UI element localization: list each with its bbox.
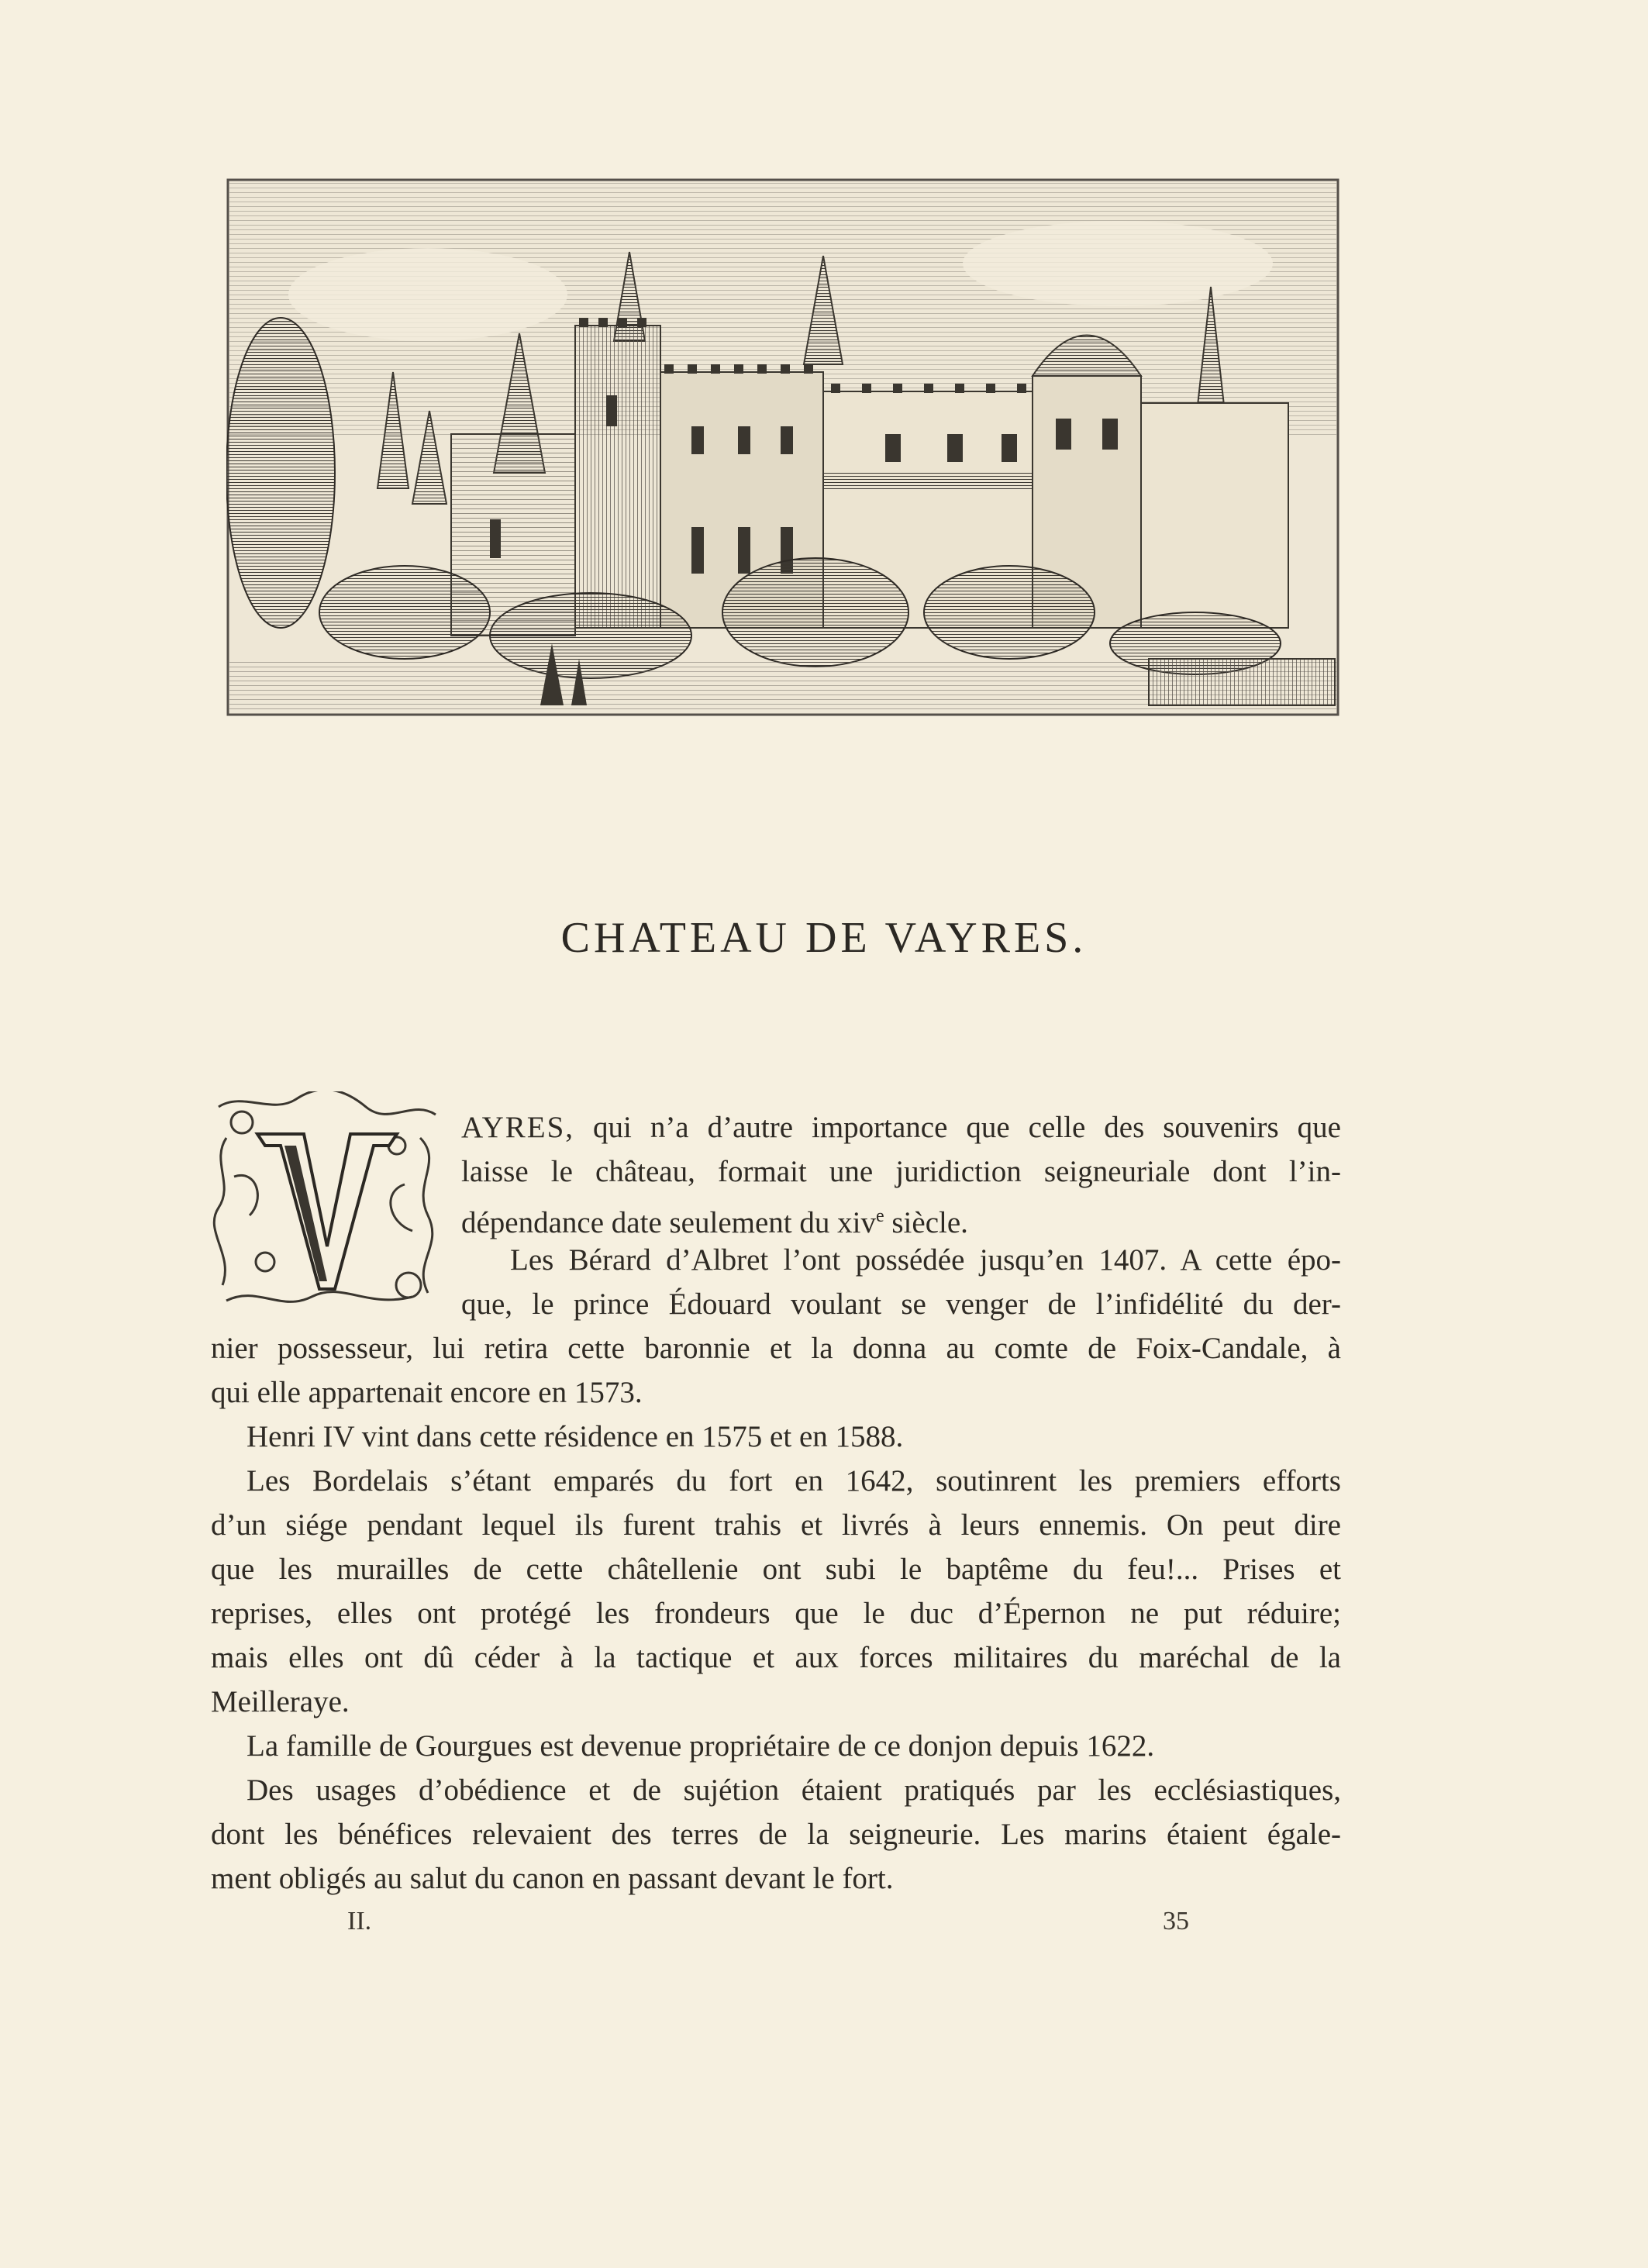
- ornamental-dropcap: [211, 1091, 443, 1316]
- text-line-2: laisse le château, formait une juridiction seigneuriale dont l’in-: [461, 1155, 1341, 1188]
- text-line-1: [461, 1106, 1341, 1150]
- text-line-11: que les murailles de cette châtellenie ont subi le baptême du feu!... Prises et: [211, 1553, 1341, 1586]
- text-line-3-sup: e: [875, 1206, 884, 1226]
- signature-mark: II.: [347, 1907, 372, 1935]
- text-line-13: mais elles ont dû céder à la tactique et aux forces militaires du maréchal de la: [211, 1641, 1341, 1674]
- text-line-7: qui elle appartenait encore en 1573.: [211, 1376, 643, 1409]
- text-line-17: dont les bénéfices relevaient des terres de la seigneurie. Les marins étaient égale-: [211, 1818, 1341, 1851]
- text-line-9: Les Bordelais s’étant emparés du fort en 1642, soutinrent les premiers efforts: [247, 1464, 1341, 1498]
- text-line-1-body: qui n’a d’autre importance que celle des souvenirs que: [574, 1111, 1341, 1144]
- text-line-8: Henri IV vint dans cette résidence en 1575 et en 1588.: [247, 1420, 904, 1453]
- text-line-15: La famille de Gourgues est devenue propriétaire de ce donjon depuis 1622.: [247, 1729, 1155, 1763]
- text-line-6: nier possesseur, lui retira cette baronnie et la donna au comte de Foix-Candale, à: [211, 1332, 1341, 1365]
- page-title: CHATEAU DE VAYRES.: [560, 914, 1088, 962]
- text-line-10: d’un siége pendant lequel ils furent trahis et livrés à leurs ennemis. On peut dire: [211, 1508, 1341, 1542]
- text-line-4: Les Bérard d’Albret l’ont possédée jusqu’en 1407. A cette épo-: [510, 1243, 1341, 1277]
- text-line-3: [461, 1194, 968, 1245]
- text-line-16: Des usages d’obédience et de sujétion étaient pratiqués par les ecclésiastiques,: [247, 1773, 1341, 1807]
- chateau-engraving: [226, 178, 1339, 722]
- text-line-5: que, le prince Édouard voulant se venger de l’infidélité du der-: [461, 1287, 1341, 1321]
- text-line-3-body: dépendance date seulement du xiv: [461, 1206, 876, 1239]
- text-line-14: Meilleraye.: [211, 1685, 350, 1718]
- text-line-1-initial: AYRES,: [461, 1111, 575, 1144]
- page-number: 35: [1163, 1907, 1189, 1935]
- dropcap-letter: V: [325, 1226, 329, 1231]
- text-line-18: ment obligés au salut du canon en passant devant le fort.: [211, 1862, 894, 1895]
- text-line-12: reprises, elles ont protégé les frondeurs que le duc d’Épernon ne put réduire;: [211, 1597, 1341, 1630]
- text-line-3-post: siècle.: [884, 1206, 968, 1239]
